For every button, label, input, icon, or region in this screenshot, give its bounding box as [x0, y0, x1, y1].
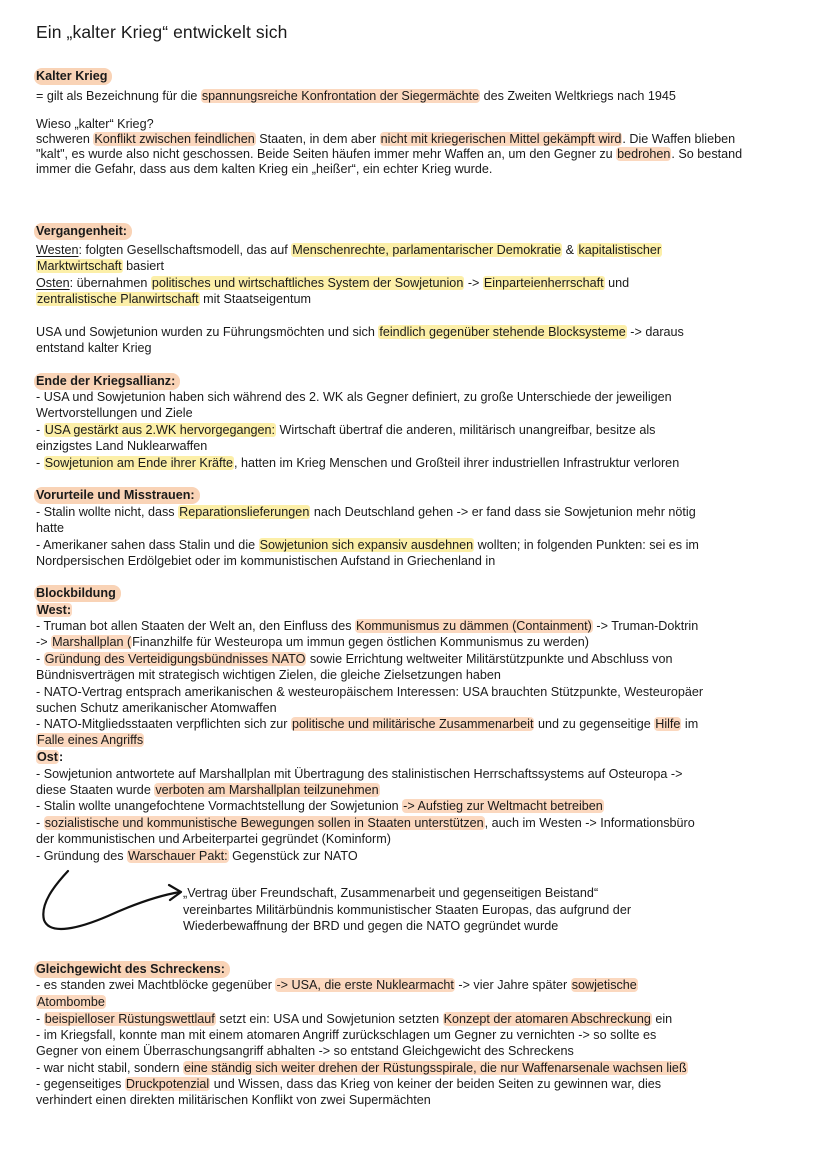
- list-item: - USA gestärkt aus 2.WK hervorgegangen: Wirtschaft übertraf die anderen, militärisch unangreifbar, besitze als: [36, 423, 656, 437]
- summary-line: USA und Sowjetunion wurden zu Führungsmöchten und sich feindlich gegenüber stehende Blocksysteme -> daraus: [36, 325, 684, 339]
- list-item: hatte: [36, 521, 65, 535]
- list-item: - gegenseitiges Druckpotenzial und Wissen, dass das Krieg von keiner der beiden Seiten zu gewinnen war, dies: [36, 1077, 662, 1091]
- quote-line: „Vertrag über Freundschaft, Zusammenarbeit und gegenseitigen Beistand“: [183, 886, 599, 900]
- list-item: - Truman bot allen Staaten der Welt an, den Einfluss des Kommunismus zu dämmen (Containment) -> Truman-Doktrin: [36, 619, 699, 633]
- list-item: - Gründung des Warschauer Pakt: Gegenstück zur NATO: [36, 849, 358, 863]
- list-item: - Stalin wollte unangefochtene Vormachtstellung der Sowjetunion -> Aufstieg zur Weltmacht betreiben: [36, 799, 603, 813]
- list-item: suchen Schutz amerikanischer Atomwaffen: [36, 701, 277, 715]
- list-item: Nordpersischen Erdölgebiet oder im kommunistischen Aufstand in Griechenland in: [36, 554, 496, 568]
- list-item: - es standen zwei Machtblöcke gegenüber -> USA, die erste Nuklearmacht -> vier Jahre später sowjetische: [36, 978, 637, 992]
- quote-line: vereinbartes Militärbündnis kommunistischer Staaten Europas, das aufgrund der: [183, 903, 632, 917]
- section-heading-gleichgewicht: Gleichgewicht des Schreckens:: [36, 962, 230, 977]
- list-item: - Sowjetunion am Ende ihrer Kräfte, hatten im Krieg Menschen und Großteil ihrer industriellen Infrastruktur verloren: [36, 456, 680, 470]
- answer-line: immer die Gefahr, dass aus dem kalten Krieg ein „heißer“, ein echter Krieg wurde.: [36, 162, 493, 176]
- list-item: - Stalin wollte nicht, dass Reparationslieferungen nach Deutschland gehen -> er fand dass sie Sowjetunion mehr nötig: [36, 505, 696, 519]
- section-heading-vorurteile: Vorurteile und Misstrauen:: [36, 488, 200, 503]
- osten-line: zentralistische Planwirtschaft mit Staatseigentum: [37, 292, 311, 306]
- curved-arrow-icon: [38, 866, 188, 936]
- page-title: Ein „kalter Krieg“ entwickelt sich: [36, 22, 288, 42]
- list-item: - USA und Sowjetunion haben sich während des 2. WK als Gegner definiert, zu große Unterschiede der jeweiligen: [36, 390, 672, 404]
- quote-line: Wiederbewaffnung der BRD und gegen die NATO gegründet wurde: [183, 919, 559, 933]
- list-item: einzigstes Land Nuklearwaffen: [36, 439, 208, 453]
- westen-line: Marktwirtschaft basiert: [37, 259, 164, 273]
- question-line: Wieso „kalter“ Krieg?: [36, 117, 154, 131]
- list-item: diese Staaten wurde verboten am Marshallplan teilzunehmen: [36, 783, 379, 797]
- definition-line: = gilt als Bezeichnung für die spannungsreiche Konfrontation der Siegermächte des Zweiten Weltkriegs nach 1945: [36, 89, 676, 103]
- list-item: der kommunistischen und Arbeiterpartei gegründet (Kominform): [36, 832, 391, 846]
- answer-line: schweren Konflikt zwischen feindlichen Staaten, in dem aber nicht mit kriegerischen Mittel gekämpft wird. Die Waffen blieben: [36, 132, 736, 146]
- list-item: - Amerikaner sahen dass Stalin und die Sowjetunion sich expansiv ausdehnen wollten; in folgenden Punkten: sei es im: [36, 538, 699, 552]
- list-item: - Sowjetunion antwortete auf Marshallplan mit Übertragung des stalinistischen Herrschaftssystems auf Osteuropa ->: [36, 767, 683, 781]
- list-item: verhindert einen direkten militärischen Konflikt von zwei Supermächten: [36, 1093, 431, 1107]
- osten-line: Osten: übernahmen politisches und wirtschaftliches System der Sowjetunion -> Einparteienherrschaft und: [36, 276, 630, 290]
- list-item: - im Kriegsfall, konnte man mit einem atomaren Angriff zurückschlagen um Gegner zu vernichten -> so sollte es: [36, 1028, 657, 1042]
- summary-line: entstand kalter Krieg: [36, 341, 152, 355]
- subheading-west: West:: [37, 603, 72, 617]
- list-item: -> Marshallplan (Finanzhilfe für Westeuropa um immun gegen östlichen Kommunismus zu werden): [36, 635, 590, 649]
- list-item: Bündnisverträgen mit strategisch wichtigen Zielen, die gleiche Zielsetzungen haben: [36, 668, 501, 682]
- list-item: Falle eines Angriffs: [37, 733, 144, 747]
- list-item: - beispielloser Rüstungswettlauf setzt ein: USA und Sowjetunion setzten Konzept der atomaren Abschreckung ein: [36, 1012, 673, 1026]
- answer-line: "kalt", es wurde also nicht geschossen. Beide Seiten häufen immer mehr Waffen an, um den Gegner zu bedrohen. So bestand: [36, 147, 743, 161]
- section-heading-blockbildung: Blockbildung: [36, 586, 121, 601]
- section-heading-vergangenheit: Vergangenheit:: [36, 224, 132, 239]
- westen-line: Westen: folgten Gesellschaftsmodell, das auf Menschenrechte, parlamentarischer Demokratie & kapitalistischer: [36, 243, 662, 257]
- list-item: - sozialistische und kommunistische Bewegungen sollen in Staaten unterstützen, auch im Westen -> Informationsbüro: [36, 816, 695, 830]
- list-item: - war nicht stabil, sondern eine ständig sich weiter drehen der Rüstungsspirale, die nur Waffenarsenale wachsen ließ: [36, 1061, 687, 1075]
- list-item: - Gründung des Verteidigungsbündnisses NATO sowie Errichtung weltweiter Militärstützpunkte und Abschluss von: [36, 652, 673, 666]
- list-item: - NATO-Mitgliedsstaaten verpflichten sich zur politische und militärische Zusammenarbeit und zu gegenseitige Hilfe im: [36, 717, 699, 731]
- list-item: Wertvorstellungen und Ziele: [36, 406, 193, 420]
- list-item: Atombombe: [37, 995, 105, 1009]
- section-heading-kalter-krieg: Kalter Krieg: [36, 69, 112, 84]
- section-heading-ende-kriegsallianz: Ende der Kriegsallianz:: [36, 374, 180, 389]
- subheading-ost: Ost:: [37, 750, 64, 764]
- list-item: Gegner von einem Überraschungsangriff abhalten -> so entstand Gleichgewicht des Schreckens: [36, 1044, 574, 1058]
- list-item: - NATO-Vertrag entsprach amerikanischen & westeuropäischem Interessen: USA brauchten Stützpunkte, Westeuropäer: [36, 685, 704, 699]
